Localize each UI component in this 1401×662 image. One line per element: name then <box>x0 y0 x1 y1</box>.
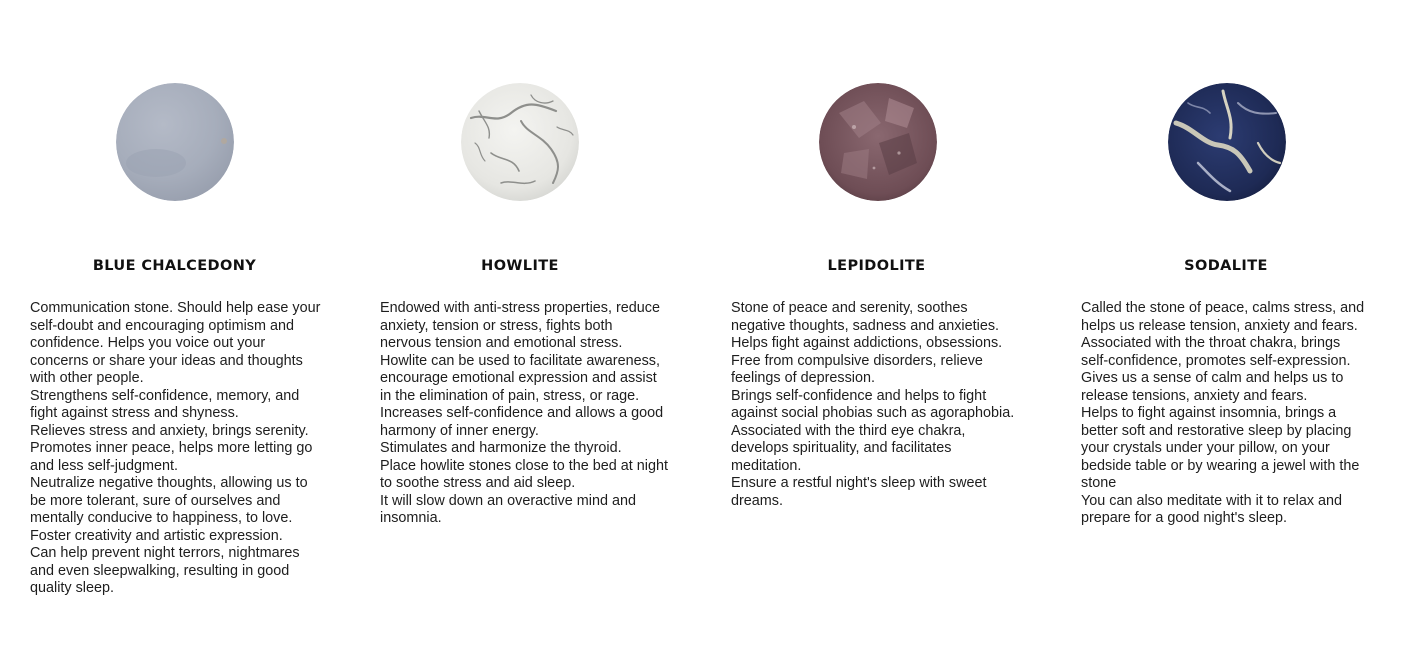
description-line: Gives us a sense of calm and helps us to <box>1081 370 1344 386</box>
description-line: prepare for a good night's sleep. <box>1081 510 1287 526</box>
description-line: feelings of depression. <box>731 370 875 386</box>
howlite-stone-icon <box>461 83 579 201</box>
description-line: Called the stone of peace, calms stress, and <box>1081 300 1365 316</box>
description-line: to soothe stress and aid sleep. <box>380 475 576 491</box>
description-line: confidence. Helps you voice out your <box>30 335 266 351</box>
description-line: stone <box>1081 475 1117 491</box>
description-line: Foster creativity and artistic expression. <box>30 527 283 544</box>
description-line: Stone of peace and serenity, soothes <box>731 300 968 316</box>
stone-title: SODALITE <box>1184 258 1268 274</box>
description-line: dreams. <box>731 492 783 509</box>
description-line: release tensions, anxiety and fears. <box>1081 387 1308 404</box>
blue-chalcedony-stone-icon <box>116 83 234 201</box>
description-line: Neutralize negative thoughts, allowing us to <box>30 475 308 491</box>
description-line: better soft and restorative sleep by placing <box>1081 422 1352 439</box>
description-line: helps us release tension, anxiety and fears. <box>1081 317 1358 334</box>
description-line: encourage emotional expression and assist <box>380 370 657 386</box>
description-line: fight against stress and shyness. <box>30 405 239 421</box>
description-line: self-confidence, promotes self-expression. <box>1081 352 1351 369</box>
description-line: Relieves stress and anxiety, brings serenity. <box>30 422 309 439</box>
stone-description <box>30 300 320 598</box>
description-line: self-doubt and encouraging optimism and <box>30 317 294 334</box>
stone-title: BLUE CHALCEDONY <box>92 258 257 274</box>
description-line: meditation. <box>731 457 802 474</box>
description-line: Associated with the throat chakra, brings <box>1081 335 1341 351</box>
description-line: Free from compulsive disorders, relieve <box>731 352 983 369</box>
description-line: Communication stone. Should help ease your <box>30 300 321 316</box>
sodalite-stone-icon <box>1168 83 1286 201</box>
stone-title: HOWLITE <box>481 258 559 274</box>
description-line: mentally conducive to happiness, to love. <box>30 510 293 526</box>
description-line: be more tolerant, sure of ourselves and <box>30 492 281 509</box>
description-line: Howlite can be used to facilitate awareness, <box>380 352 660 369</box>
description-line: Endowed with anti-stress properties, reduce <box>380 300 660 316</box>
stone-description <box>731 300 1014 510</box>
description-line: quality sleep. <box>30 580 114 596</box>
description-line: and even sleepwalking, resulting in good <box>30 562 290 579</box>
description-line: bedside table or by wearing a jewel with the <box>1081 457 1360 474</box>
description-line: Helps fight against addictions, obsessions. <box>731 335 1003 351</box>
stone-description <box>380 300 668 528</box>
description-line: nervous tension and emotional stress. <box>380 335 623 351</box>
description-line: concerns or share your ideas and thoughts <box>30 352 303 369</box>
description-line: insomnia. <box>380 510 442 526</box>
description-line: Place howlite stones close to the bed at night <box>380 457 668 474</box>
lepidolite-stone-icon <box>819 83 937 201</box>
description-line: develops spirituality, and facilitates <box>731 440 952 456</box>
description-line: Strengthens self-confidence, memory, and <box>30 387 300 404</box>
description-line: It will slow down an overactive mind and <box>380 492 636 509</box>
description-line: You can also meditate with it to relax and <box>1081 492 1343 509</box>
description-line: Stimulates and harmonize the thyroid. <box>380 440 622 456</box>
description-line: your crystals under your pillow, on your <box>1081 440 1330 456</box>
stone-title: LEPIDOLITE <box>827 258 926 274</box>
description-line: harmony of inner energy. <box>380 422 539 439</box>
description-line: Helps to fight against insomnia, brings a <box>1081 405 1337 421</box>
description-line: Ensure a restful night's sleep with sweet <box>731 475 987 491</box>
description-line: Can help prevent night terrors, nightmares <box>30 545 300 561</box>
description-line: Brings self-confidence and helps to fight <box>731 387 987 404</box>
description-line: anxiety, tension or stress, fights both <box>380 317 613 334</box>
description-line: Associated with the third eye chakra, <box>731 422 966 439</box>
description-line: against social phobias such as agoraphobia. <box>731 405 1015 421</box>
description-line: in the elimination of pain, stress, or rage. <box>380 387 640 404</box>
description-line: and less self-judgment. <box>30 457 178 474</box>
description-line: Increases self-confidence and allows a good <box>380 405 664 421</box>
stone-description <box>1081 300 1364 528</box>
description-line: Promotes inner peace, helps more letting go <box>30 440 313 456</box>
description-line: negative thoughts, sadness and anxieties. <box>731 317 1000 334</box>
description-line: with other people. <box>30 370 144 386</box>
